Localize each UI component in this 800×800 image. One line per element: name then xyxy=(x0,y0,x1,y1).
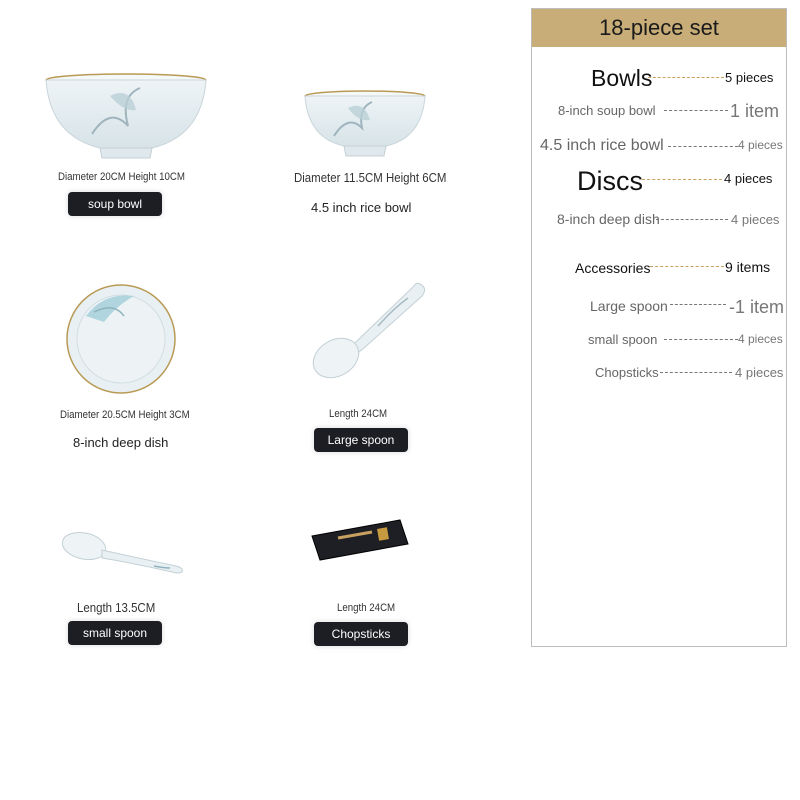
deep-dish-label: 8-inch deep dish xyxy=(73,435,169,450)
soup-bowl-icon xyxy=(40,66,212,166)
chopsticks-label: Chopsticks xyxy=(314,622,408,646)
soup-bowl-caption: Diameter 20CM Height 10CM xyxy=(58,171,185,183)
category-label: Accessories xyxy=(575,260,651,276)
small-spoon-label: small spoon xyxy=(68,621,162,645)
item-label: 4.5 inch rice bowl xyxy=(540,137,664,154)
leader-line xyxy=(664,339,738,340)
set-contents-panel xyxy=(531,8,787,647)
large-spoon-label: Large spoon xyxy=(314,428,408,452)
deep-dish-caption: Diameter 20.5CM Height 3CM xyxy=(60,409,190,421)
item-label: small spoon xyxy=(588,332,658,347)
large-spoon-caption: Length 24CM xyxy=(329,408,388,420)
category-count: 4 pieces xyxy=(724,171,773,186)
item-count: 4 pieces xyxy=(735,365,784,380)
leader-line xyxy=(670,304,726,305)
item-count: 4 pieces xyxy=(731,212,780,227)
soup-bowl-label: soup bowl xyxy=(68,192,162,216)
leader-line xyxy=(650,266,724,267)
small-spoon-icon xyxy=(58,528,188,578)
small-spoon-caption: Length 13.5CM xyxy=(77,600,156,615)
deep-dish-icon xyxy=(64,282,178,396)
panel-title: 18-piece set xyxy=(532,9,786,47)
category-count: 5 pieces xyxy=(725,70,774,85)
leader-line xyxy=(660,372,732,373)
rice-bowl-label: 4.5 inch rice bowl xyxy=(311,200,412,215)
item-label: Chopsticks xyxy=(595,365,659,380)
item-count: 4 pieces xyxy=(738,138,783,152)
category-label: Discs xyxy=(577,166,643,196)
leader-line xyxy=(648,77,724,78)
item-label: Large spoon xyxy=(590,298,668,314)
leader-line xyxy=(668,146,738,147)
item-label: 8-inch soup bowl xyxy=(558,103,656,118)
rice-bowl-icon xyxy=(300,88,430,164)
leader-line xyxy=(656,219,728,220)
category-count: 9 items xyxy=(725,259,771,275)
large-spoon-icon xyxy=(308,278,432,382)
item-label: 8-inch deep dish xyxy=(557,211,660,227)
item-count: -1 item xyxy=(729,297,785,317)
chopsticks-caption: Length 24CM xyxy=(337,602,396,614)
category-label: Bowls xyxy=(591,65,653,91)
leader-line xyxy=(642,179,722,180)
item-count: 1 item xyxy=(730,101,780,121)
rice-bowl-caption: Diameter 11.5CM Height 6CM xyxy=(294,170,447,185)
leader-line xyxy=(664,110,728,111)
item-count: 4 pieces xyxy=(738,332,783,346)
chopsticks-box-icon xyxy=(308,518,412,564)
